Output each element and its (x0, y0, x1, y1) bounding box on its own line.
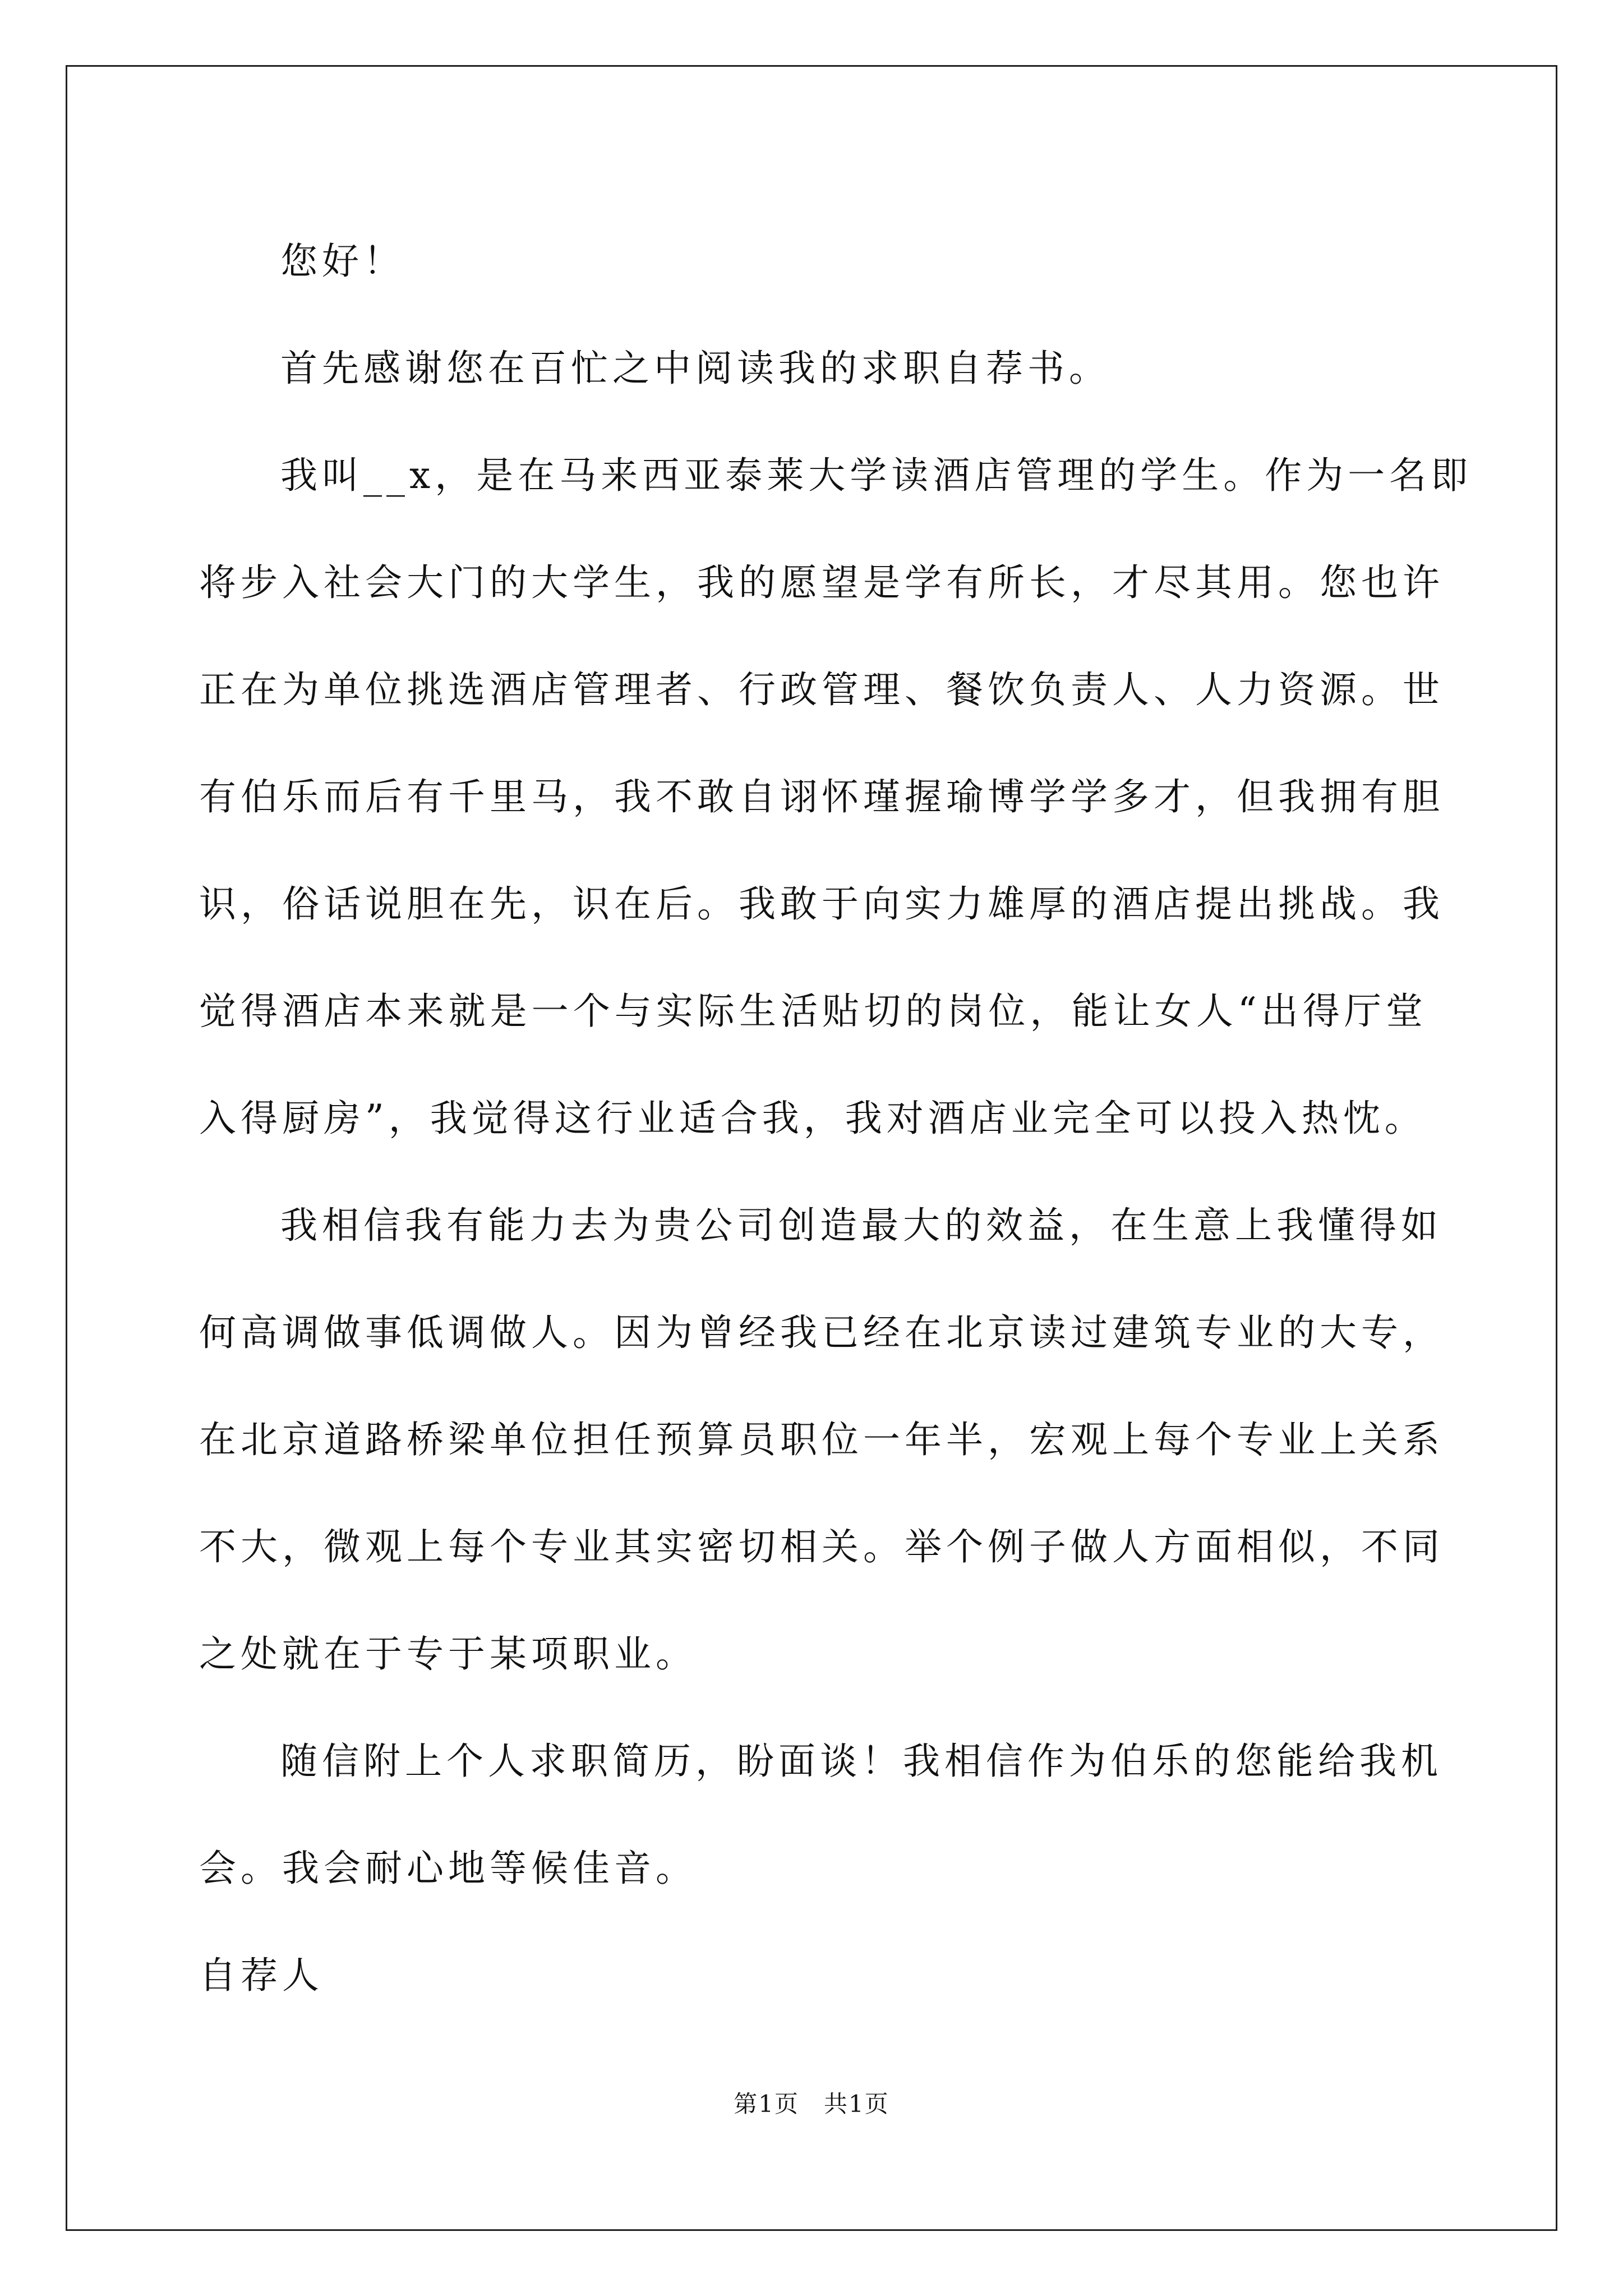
paragraph-line: 我相信我有能力去为贵公司创造最大的效益，在生意上我懂得如 (280, 1204, 1442, 1247)
paragraph-line: 将步入社会大门的大学生，我的愿望是学有所长，才尽其用。您也许 (199, 561, 1444, 604)
paragraph-line: 有伯乐而后有千里马，我不敢自诩怀瑾握瑜博学学多才，但我拥有胆 (199, 775, 1444, 818)
paragraph-line: 入得厨房”，我觉得这行业适合我，我对酒店业完全可以投入热忱。 (199, 1097, 1426, 1140)
paragraph-line: 我叫__x，是在马来西亚泰莱大学读酒店管理的学生。作为一名即 (280, 454, 1473, 497)
paragraph-2 (199, 1172, 1444, 1708)
paragraph-line: 不大，微观上每个专业其实密切相关。举个例子做人方面相似，不同 (199, 1525, 1444, 1568)
greeting: 您好！ (280, 240, 405, 283)
page-footer: 第1页 共1页 (734, 2090, 889, 2118)
paragraph-line: 之处就在于专于某项职业。 (199, 1632, 697, 1676)
paragraph-line: 何高调做事低调做人。因为曾经我已经在北京读过建筑专业的大专， (199, 1311, 1444, 1354)
paragraph-line: 觉得酒店本来就是一个与实际生活贴切的岗位，能让女人“出得厅堂 (199, 990, 1427, 1033)
signature: 自荐人 (199, 1954, 324, 1997)
paragraph-line: 在北京道路桥梁单位担任预算员职位一年半，宏观上每个专业上关系 (199, 1418, 1444, 1461)
paragraph-line: 会。我会耐心地等候佳音。 (199, 1847, 697, 1890)
paragraph-1 (199, 422, 1473, 1172)
paragraph-line: 识，俗话说胆在先，识在后。我敢于向实力雄厚的酒店提出挑战。我 (199, 882, 1444, 926)
paragraph-line: 随信附上个人求职简历，盼面谈！我相信作为伯乐的您能给我机 (280, 1740, 1442, 1783)
paragraph-3 (199, 1708, 1442, 1922)
intro-paragraph: 首先感谢您在百忙之中阅读我的求职自荐书。 (280, 347, 1110, 390)
paragraph-line: 正在为单位挑选酒店管理者、行政管理、餐饮负责人、人力资源。世 (199, 668, 1444, 711)
letter-body (199, 208, 1473, 2029)
